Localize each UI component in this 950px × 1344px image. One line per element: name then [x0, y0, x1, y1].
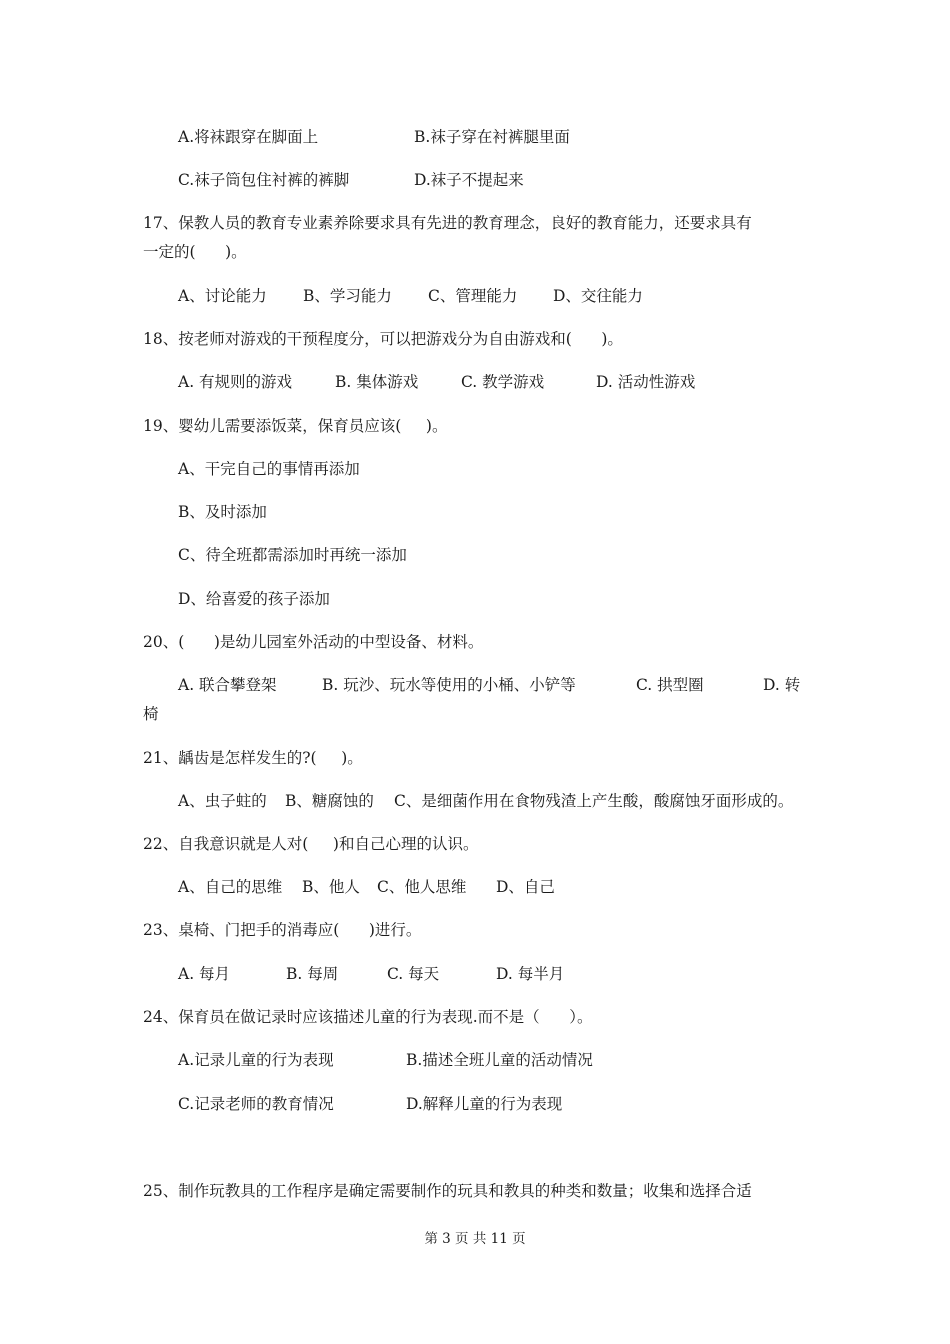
q20-option-c: C. 拱型圈	[636, 676, 704, 694]
q20-option-d: D. 转	[763, 676, 801, 694]
q17-stem: 17、保教人员的教育专业素养除要求具有先进的教育理念，良好的教育能力，还要求具有	[143, 214, 752, 232]
q18-option-d: D. 活动性游戏	[596, 373, 696, 391]
q20-option-d-cont: 椅	[143, 705, 159, 723]
q16-option-d: D.袜子不提起来	[414, 171, 524, 189]
q23-option-c: C. 每天	[387, 965, 440, 983]
q22-option-a: A、自己的思维	[178, 878, 283, 896]
q24-stem: 24、保育员在做记录时应该描述儿童的行为表现.而不是（ ）。	[143, 1008, 593, 1026]
q18-option-b: B. 集体游戏	[335, 373, 419, 391]
q17-option-a: A、讨论能力	[178, 287, 267, 305]
q16-option-b: B.袜子穿在衬裤腿里面	[414, 128, 570, 146]
q17-option-b: B、学习能力	[303, 287, 392, 305]
q23-stem: 23、桌椅、门把手的消毒应( )进行。	[143, 921, 422, 939]
q23-option-a: A. 每月	[178, 965, 231, 983]
q18-option-c: C. 教学游戏	[461, 373, 545, 391]
q22-option-c: C、他人思维	[377, 878, 467, 896]
q24-option-b: B.描述全班儿童的活动情况	[406, 1051, 593, 1069]
q19-option-a: A、干完自己的事情再添加	[178, 460, 360, 478]
q20-option-a: A. 联合攀登架	[178, 676, 277, 694]
q24-option-a: A.记录儿童的行为表现	[178, 1051, 334, 1069]
q17-option-d: D、交往能力	[553, 287, 643, 305]
q20-option-b: B. 玩沙、玩水等使用的小桶、小铲等	[322, 676, 576, 694]
page-footer: 第 3 页 共 11 页	[424, 1231, 526, 1247]
q19-option-d: D、给喜爱的孩子添加	[178, 590, 330, 608]
q25-stem: 25、制作玩教具的工作程序是确定需要制作的玩具和教具的种类和数量；收集和选择合适	[143, 1182, 752, 1200]
q24-option-d: D.解释儿童的行为表现	[406, 1095, 563, 1113]
q16-option-c: C.袜子筒包住衬裤的裤脚	[178, 171, 350, 189]
q18-stem: 18、按老师对游戏的干预程度分，可以把游戏分为自由游戏和( )。	[143, 330, 623, 348]
q16-option-a: A.将袜跟穿在脚面上	[178, 128, 319, 146]
q18-option-a: A. 有规则的游戏	[178, 373, 293, 391]
q19-option-c: C、待全班都需添加时再统一添加	[178, 546, 407, 564]
q22-option-b: B、他人	[302, 878, 360, 896]
q23-option-d: D. 每半月	[496, 965, 565, 983]
q17-stem-cont: 一定的( )。	[143, 243, 247, 261]
q19-stem: 19、婴幼儿需要添饭菜，保育员应该( )。	[143, 417, 448, 435]
q21-option-b: B、糖腐蚀的	[285, 792, 374, 810]
q24-option-c: C.记录老师的教育情况	[178, 1095, 334, 1113]
q22-stem: 22、自我意识就是人对( )和自己心理的认识。	[143, 835, 479, 853]
q17-option-c: C、管理能力	[428, 287, 518, 305]
q22-option-d: D、自己	[496, 878, 555, 896]
q20-stem: 20、( )是幼儿园室外活动的中型设备、材料。	[143, 633, 484, 651]
q21-option-a: A、虫子蛀的	[178, 792, 267, 810]
q21-option-c: C、是细菌作用在食物残渣上产生酸，酸腐蚀牙面形成的。	[394, 792, 794, 810]
q21-stem: 21、龋齿是怎样发生的?( )。	[143, 749, 363, 767]
q19-option-b: B、及时添加	[178, 503, 267, 521]
q23-option-b: B. 每周	[286, 965, 339, 983]
